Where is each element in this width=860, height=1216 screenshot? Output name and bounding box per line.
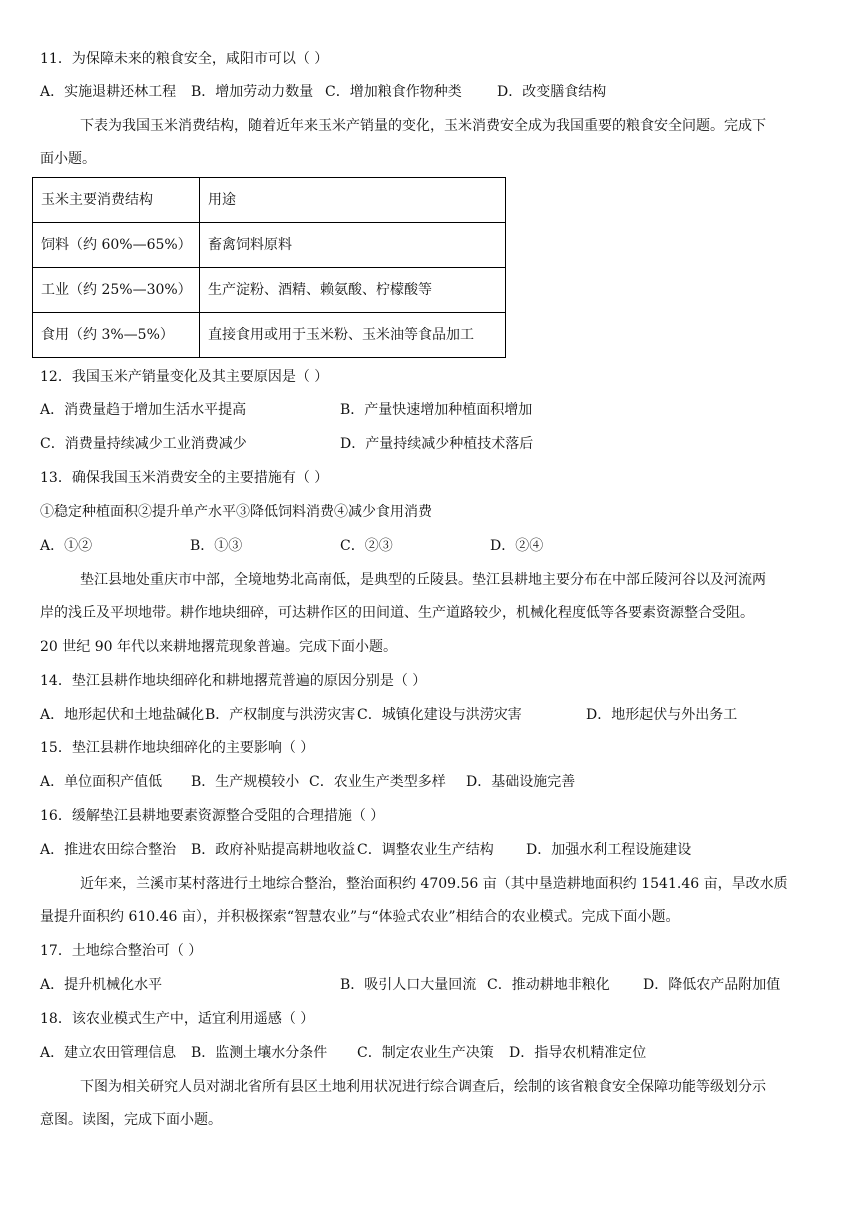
table-cell: 食用（约 3%—5%） — [33, 313, 200, 358]
q11-option-c: C．增加粮食作物种类 — [325, 84, 462, 100]
q12-stem: 12．我国玉米产销量变化及其主要原因是（ ） — [40, 369, 329, 385]
q16-option-d: D．加强水利工程设施建设 — [526, 842, 692, 858]
q12-option-d: D．产量持续减少种植技术落后 — [340, 436, 534, 452]
table-cell: 畜禽饲料原料 — [200, 223, 506, 268]
table-cell: 工业（约 25%—30%） — [33, 268, 200, 313]
q14-option-b: B．产权制度与洪涝灾害 — [205, 707, 356, 723]
q17-option-b: B．吸引人口大量回流 — [340, 977, 477, 993]
q16-option-c: C．调整农业生产结构 — [357, 842, 494, 858]
q13-statements: ①稳定种植面积②提升单产水平③降低饲料消费④减少食用消费 — [40, 504, 432, 520]
q13-option-a: A．①② — [40, 538, 93, 554]
q16-option-b: B．政府补贴提高耕地收益 — [191, 842, 356, 858]
q12-option-b: B．产量快速增加种植面积增加 — [340, 402, 533, 418]
q11-option-b: B．增加劳动力数量 — [191, 84, 314, 100]
q13-option-c: C．②③ — [340, 538, 393, 554]
q18-options — [40, 1042, 830, 1064]
hubei-intro-line1: 下图为相关研究人员对湖北省所有县区土地利用状况进行综合调查后，绘制的该省粮食安全保障功能等级划分示 — [80, 1079, 766, 1095]
q18-stem: 18．该农业模式生产中，适宜利用遥感（ ） — [40, 1011, 315, 1027]
q15-option-a: A．单位面积产值低 — [40, 774, 163, 790]
dianjiang-intro-line1: 垫江县地处重庆市中部，全境地势北高南低，是典型的丘陵县。垫江县耕地主要分布在中部丘陵河谷以及河流两 — [80, 572, 766, 588]
q14-stem: 14．垫江县耕作地块细碎化和耕地撂荒普遍的原因分别是（ ） — [40, 673, 427, 689]
q18-option-c: C．制定农业生产决策 — [357, 1045, 494, 1061]
q16-stem: 16．缓解垫江县耕地要素资源整合受阻的合理措施（ ） — [40, 808, 385, 824]
table-header-cell: 用途 — [200, 178, 506, 223]
lanxi-intro-line2: 量提升面积约 610.46 亩），并积极探索“智慧农业”与“体验式农业”相结合的农业模式。完成下面小题。 — [40, 909, 680, 925]
q17-option-d: D．降低农产品附加值 — [643, 977, 781, 993]
table-row — [33, 223, 506, 268]
dianjiang-intro-line3: 20 世纪 90 年代以来耕地撂荒现象普遍。完成下面小题。 — [40, 639, 397, 655]
q15-option-b: B．生产规模较小 — [191, 774, 300, 790]
q15-stem: 15．垫江县耕作地块细碎化的主要影响（ ） — [40, 740, 315, 756]
table-row — [33, 268, 506, 313]
q14-option-a: A．地形起伏和土地盐碱化 — [40, 707, 205, 723]
q15-options — [40, 771, 830, 793]
q16-option-a: A．推进农田综合整治 — [40, 842, 177, 858]
corn-intro-line1: 下表为我国玉米消费结构，随着近年来玉米产销量的变化，玉米消费安全成为我国重要的粮食安全问题。完成下 — [80, 118, 766, 134]
q13-option-d: D．②④ — [490, 538, 544, 554]
q15-option-c: C．农业生产类型多样 — [309, 774, 446, 790]
table-row — [33, 313, 506, 358]
q14-option-c: C．城镇化建设与洪涝灾害 — [357, 707, 522, 723]
q17-stem: 17．土地综合整治可（ ） — [40, 943, 203, 959]
q11-option-a: A．实施退耕还林工程 — [40, 84, 177, 100]
table-header-row — [33, 178, 506, 223]
q18-option-b: B．监测土壤水分条件 — [191, 1045, 328, 1061]
q12-option-a: A．消费量趋于增加生活水平提高 — [40, 402, 247, 418]
q18-option-a: A．建立农田管理信息 — [40, 1045, 177, 1061]
table-cell: 直接食用或用于玉米粉、玉米油等食品加工 — [200, 313, 506, 358]
table-cell: 生产淀粉、酒精、赖氨酸、柠檬酸等 — [200, 268, 506, 313]
q15-option-d: D．基础设施完善 — [466, 774, 576, 790]
q14-option-d: D．地形起伏与外出务工 — [586, 707, 738, 723]
q12-options-row2 — [40, 433, 830, 455]
q13-option-b: B．①③ — [190, 538, 243, 554]
q13-stem: 13．确保我国玉米消费安全的主要措施有（ ） — [40, 470, 329, 486]
q12-option-c: C．消费量持续减少工业消费减少 — [40, 436, 247, 452]
q17-options — [40, 974, 830, 996]
q13-options — [40, 535, 830, 557]
dianjiang-intro-line2: 岸的浅丘及平坝地带。耕作地块细碎，可达耕作区的田间道、生产道路较少，机械化程度低等各要素资源整合受阻。 — [40, 605, 754, 621]
corn-consumption-table — [32, 177, 506, 358]
q17-option-a: A．提升机械化水平 — [40, 977, 163, 993]
q16-options — [40, 839, 830, 861]
q17-option-c: C．推动耕地非粮化 — [487, 977, 610, 993]
lanxi-intro-line1: 近年来，兰溪市某村落进行土地综合整治，整治面积约 4709.56 亩（其中垦造耕地面积约 1541.46 亩，旱改水质 — [80, 876, 788, 892]
q18-option-d: D．指导农机精准定位 — [509, 1045, 647, 1061]
q11-option-d: D．改变膳食结构 — [497, 84, 607, 100]
q11-options — [40, 81, 830, 103]
q14-options — [40, 704, 830, 726]
table-cell: 饲料（约 60%—65%） — [33, 223, 200, 268]
q11-stem: 11．为保障未来的粮食安全，咸阳市可以（ ） — [40, 51, 329, 67]
table-header-cell: 玉米主要消费结构 — [33, 178, 200, 223]
hubei-intro-line2: 意图。读图，完成下面小题。 — [40, 1112, 222, 1128]
corn-intro-line2: 面小题。 — [40, 151, 96, 167]
q12-options-row1 — [40, 399, 830, 421]
